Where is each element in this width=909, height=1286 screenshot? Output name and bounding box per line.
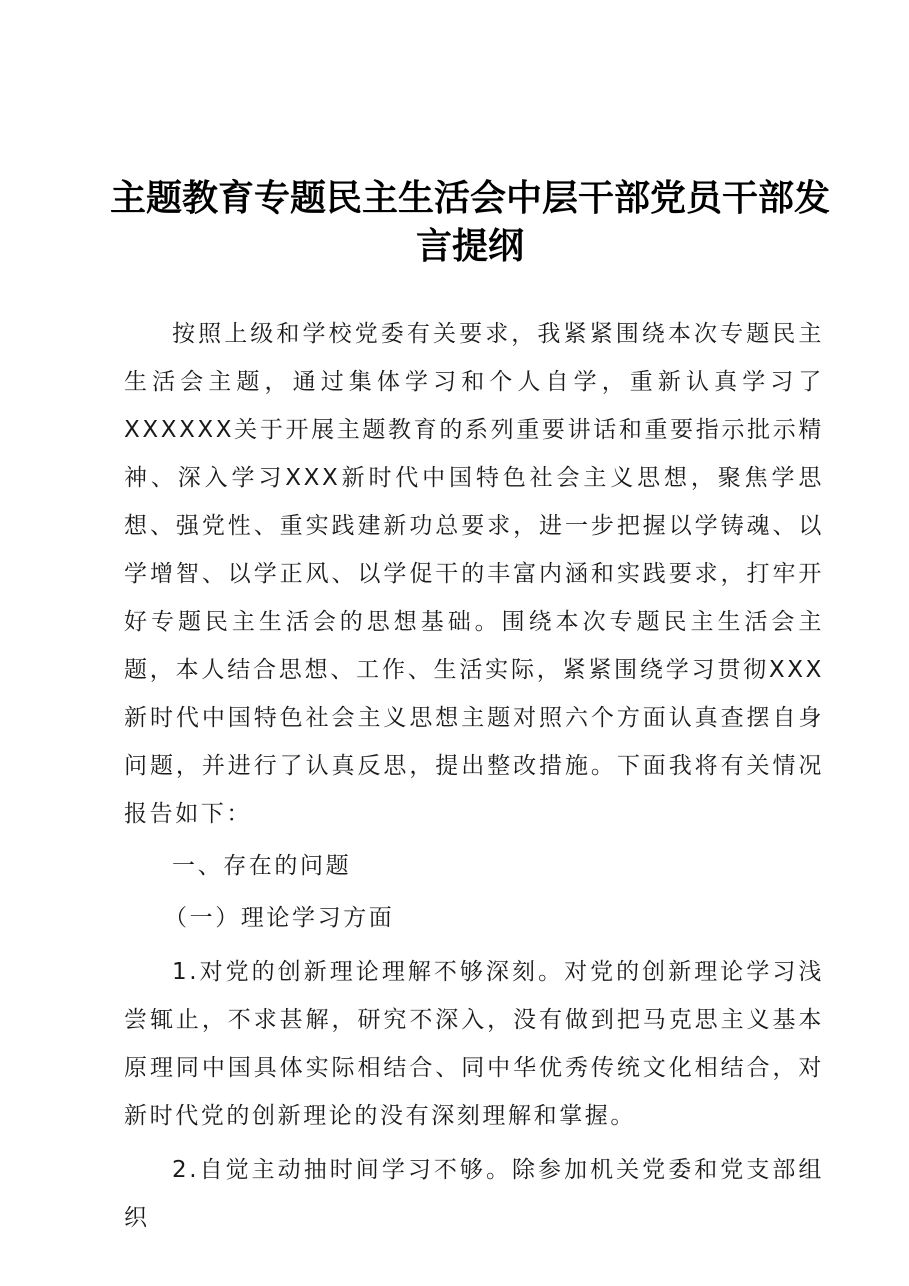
list-item-1: 1.对党的创新理论理解不够深刻。对党的创新理论学习浅尝辄止，不求甚解，研究不深入，没有做到把马克思主义基本原理同中国具体实际相结合、同中华优秀传统文化相结合，对新时代党的创新理论的没有深刻理解和掌握。 xyxy=(124,959,824,1129)
list-item-2: 2.自觉主动抽时间学习不够。除参加机关党委和党支部组织 xyxy=(124,1157,824,1231)
document-body xyxy=(124,310,824,1242)
section-heading-problems: 一、存在的问题 xyxy=(172,853,352,879)
subsection-heading-theory-study: （一）理论学习方面 xyxy=(164,905,395,931)
document-title: 主题教育专题民主生活会中层干部党员干部发言提纲 xyxy=(109,177,830,267)
intro-paragraph: 按照上级和学校党委有关要求，我紧紧围绕本次专题民主生活会主题，通过集体学习和个人自学，重新认真学习了XXXXXX关于开展主题教育的系列重要讲话和重要指示批示精神、深入学习XXX新时代中国特色社会主义思想，聚焦学思想、强党性、重实践建新功总要求，进一步把握以学铸魂、以学增智、以学正风、以学促干的丰富内涵和实践要求，打牢开好专题民主生活会的思想基础。围绕本次专题民主生活会主题，本人结合思想、工作、生活实际，紧紧围绕学习贯彻XXX新时代中国特色社会主义思想主题对照六个方面认真查摆自身问题，并进行了认真反思，提出整改措施。下面我将有关情况报告如下： xyxy=(124,321,824,827)
